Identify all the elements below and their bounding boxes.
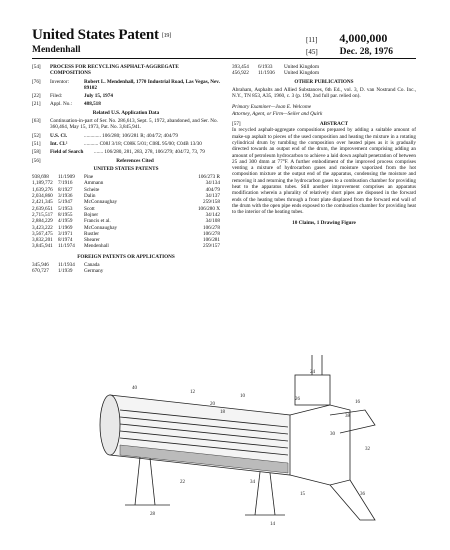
field-56: [56] References Cited [32,157,154,164]
patent-title: United States Patent [19] [32,27,172,43]
figure-ref-label: 32 [365,447,370,452]
figure-ref-label: 16 [355,400,360,405]
us-references [32,174,220,250]
figure-ref-label: 26 [295,397,300,402]
field-51: [51] Int. Cl.² ........... C08J 3/18; C08K 5/01; C08L 95/00; C04B 13/30 [32,140,202,147]
drawing-figure [90,355,390,535]
figure-ref-label: 24 [310,370,315,375]
right-column [232,64,416,228]
field-76: [76] Inventor: Robert L. Mendenhall, 1770 Industrial Road, Las Vegas, Nev. 89102 [32,78,220,91]
figure-ref-label: 34 [250,480,255,485]
examiner: Primary Examiner—Joan E. Welcome [232,104,312,111]
claims-line: 10 Claims, 1 Drawing Figure [292,219,356,226]
us-reference-row: 2,421,345 5/1947 McConnaughay 259/158 [32,199,220,206]
figure-ref-label: 18 [220,410,225,415]
us-reference-row: 3,832,201 8/1974 Shearer 106/281 [32,237,220,244]
field-63: [63] Continuation-in-part of Ser. No. 286,613, Sept. 5, 1972, abandoned, and Ser. No. 360,464, May 15, 1973, Pat. No. 3,845,941. [32,118,218,131]
attorney: Attorney, Agent, or Firm—Seiler and Quirk [232,110,323,117]
abstract-header: [57] ABSTRACT [232,121,416,127]
patent-number: 4,000,000 [339,31,388,45]
figure-ref-label: 28 [150,512,155,517]
us-reference-row: 2,715,517 8/1955 Bojner 34/142 [32,211,220,218]
other-publications-heading: OTHER PUBLICATIONS [294,78,354,85]
figure-ref-label: 22 [180,480,185,485]
us-patents-heading: UNITED STATES PATENTS [93,165,159,172]
figure-ref-label: 38 [345,414,350,419]
figure-ref-label: 20 [210,402,215,407]
us-reference-row: 938,698 11/1909 Pine 106/273 R [32,174,220,181]
us-reference-row: 2,884,229 4/1959 Francis et al. 34/108 [32,218,220,225]
patent-date: Dec. 28, 1976 [339,47,393,57]
us-reference-row: 1,639,276 8/1927 Scheite 404/79 [32,186,220,193]
figure-ref-label: 12 [190,390,195,395]
figure-ref-label: 10 [240,394,245,399]
header-rule [32,58,416,59]
field-58: [58] Field of Search ....... 106/280, 281, 283, 278, 106/279; 404/72, 73, 79 [32,149,205,156]
us-reference-row: 3,845,941 11/1974 Mendenhall 259/157 [32,243,220,250]
us-reference-row: 1,189,772 7/1916 Ammann 34/134 [32,180,220,187]
figure-ref-label: 30 [330,432,335,437]
figure-ref-label: 36 [360,492,365,497]
foreign-reference-row: 670,727 1/1939 Germany [32,268,104,275]
inventor-short: Mendenhall [32,45,81,55]
ref-19: [19] [161,32,172,39]
us-reference-row: 3,423,222 1/1969 McConnaughay 106/278 [32,224,220,231]
field-54: [54] PROCESS FOR RECYCLING ASPHALT-AGGREGATE COMPOSITIONS [32,64,179,77]
foreign-heading: FOREIGN PATENTS OR APPLICATIONS [77,253,175,260]
field-52: [52] U.S. Cl. ............. 106/280; 106/281 R; 404/72; 404/79 [32,132,178,139]
other-publications-text: Abraham, Asphalts and Allied Substances, 6th Ed., vol. 3, D. van Nostrand Co. Inc., N.Y., TN 853, A35, 1960, c. 3 (p. 190, 2nd full par. relied on). [232,86,416,100]
us-reference-row: 2,034,860 3/1936 Dalin 34/137 [32,193,220,200]
figure-ref-label: 40 [132,386,137,391]
field-22: [22] Filed: July 15, 1974 [32,93,113,100]
abstract-heading: ABSTRACT [319,121,349,128]
date-row: [45] Dec. 28, 1976 [306,47,393,57]
related-heading: Related U.S. Application Data [92,109,160,116]
right-reference-row: 393,454 6/1933 United Kingdom [232,64,320,70]
foreign-reference-row: 345,946 11/1934 Canada [32,262,100,269]
left-column [32,64,220,275]
right-reference-row: 456,922 11/1936 United Kingdom [232,70,320,77]
foreign-references [32,262,220,275]
us-reference-row: 3,567,475 3/1971 Rustler 106/278 [32,230,220,237]
field-21: [21] Appl. No.: 488,518 [32,101,101,108]
abstract-text: In recycled asphalt-aggregate compositions prepared by adding a suitable amount of make-up asphalt to pieces of the used composition and heating the mixture in a rotating cylindrical drum by tumbling the composition over heated pipes as it is gradually directed towards an output end of the drum, the improvement comprising adding an amount of petroleum hydrocarbon to achieve a laid down asphalt penetration of between 25 and 300 dmm at 77°F. A further embodiment of the improved process comprises venting a mixture of hydrocarbon gases and moisture vaporized from the hot composition mixture at the output end of the apparatus, condensing the moisture and removing it and returning the hydrocarbon gases to a combustion chamber for providing heat to the apparatus tubes. Still another improvement comprises an apparatus modification wherein a plurality of relatively short pipes are disposed in the forward ends of the heating tubes through a front plate displaced from the forward end wall of the drum with the open pipe ends exposed to the combustion chamber for providing heat to the interior of the heating tubes. [232,127,416,216]
right-references [232,64,416,77]
figure-ref-label: 15 [300,492,305,497]
us-reference-row: 2,639,651 5/1953 Scott 106/280 X [32,205,220,212]
patent-number-row: [11] 4,000,000 [306,31,388,45]
figure-ref-label: 14 [270,522,275,527]
